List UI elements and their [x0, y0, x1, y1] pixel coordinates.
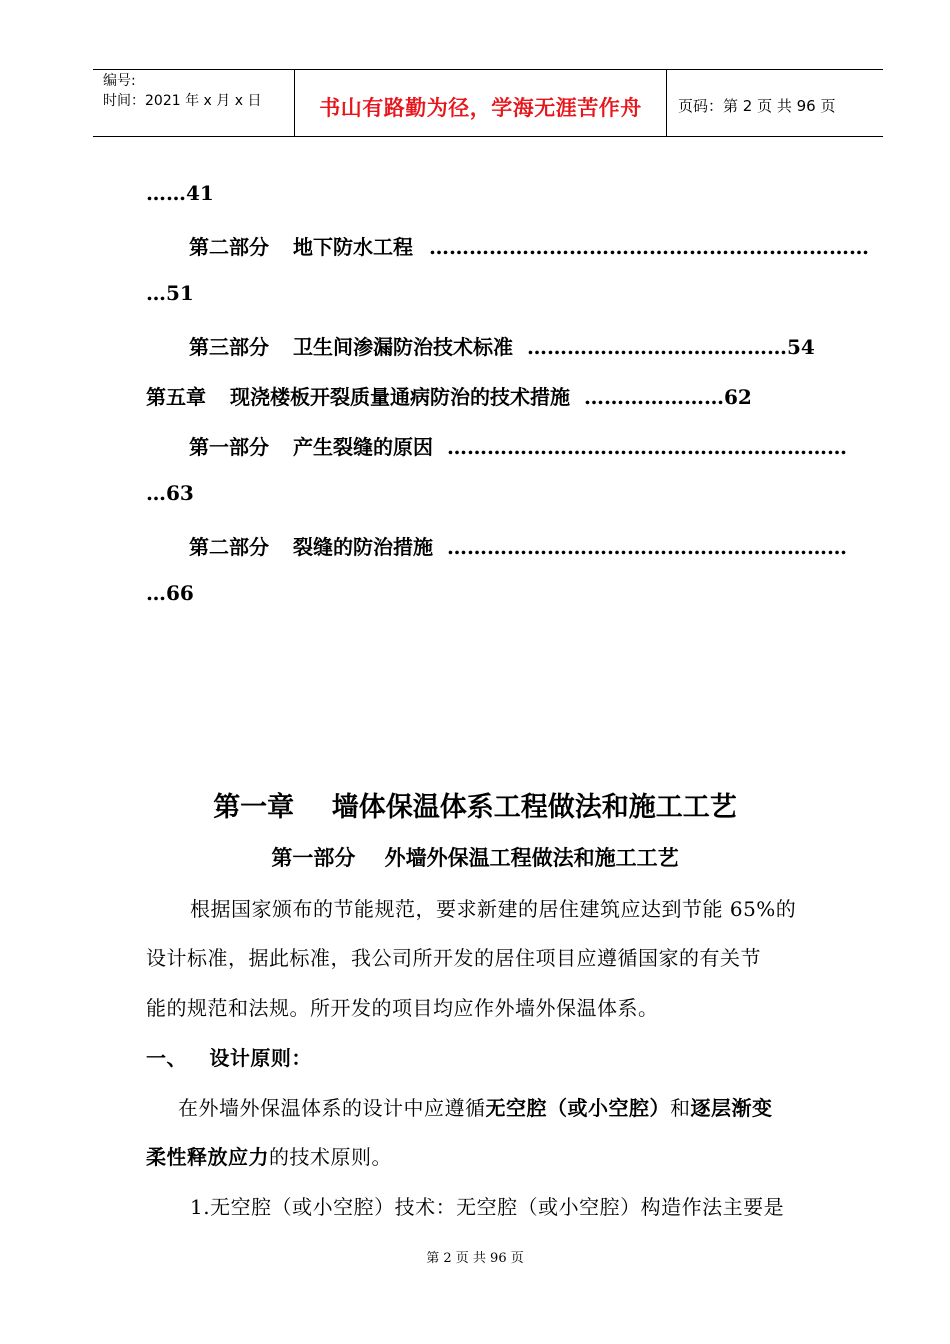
motto: 书山有路勤为径，学海无涯苦作舟: [319, 96, 642, 120]
toc-entry: [189, 231, 869, 260]
toc-entry-dots: …………………62: [584, 385, 752, 409]
toc-entry: [189, 331, 815, 360]
toc-continuation: ……41: [146, 181, 214, 205]
toc-entry-title: 第三部分: [189, 335, 269, 359]
chapter-title: 第一章 墙体保温体系工程做法和施工工艺: [213, 792, 737, 823]
toc-entry: [189, 531, 847, 560]
text-run: 在外墙外保温体系的设计中应遵循: [178, 1096, 486, 1120]
toc-entry-dots: …………………………………54: [527, 335, 815, 359]
page-number-label: 页码：第 2 页 共 96 页: [678, 97, 836, 115]
text-run: 和: [670, 1096, 691, 1120]
toc-entry-dots: ……………………………………………………: [447, 535, 847, 559]
toc-continuation: …63: [146, 481, 194, 505]
header-page-cell: [668, 70, 883, 136]
toc-entry-title: 第二部分: [189, 235, 269, 259]
toc-entry-name: 现浇楼板开裂质量通病防治的技术措施: [230, 385, 570, 409]
page-footer: 第 2 页 共 96 页: [426, 1251, 524, 1266]
paragraph-line: [146, 1141, 392, 1170]
toc-entry: [146, 381, 752, 410]
toc-continuation: …66: [146, 581, 194, 605]
toc-entry-title: 第一部分: [189, 435, 269, 459]
toc-entry: [189, 431, 847, 460]
toc-entry-title: 第二部分: [189, 535, 269, 559]
part-title: 第一部分 外墙外保温工程做法和施工工艺: [271, 845, 679, 870]
time-label: 时间：2021 年 x 月 x 日: [103, 93, 262, 109]
paragraph-line: 根据国家颁布的节能规范，要求新建的居住建筑应达到节能 65%的: [190, 897, 797, 921]
toc-entry-name: 裂缝的防治措施: [293, 535, 433, 559]
emphasis-text: 逐层渐变: [690, 1096, 773, 1120]
toc-continuation: …51: [146, 281, 194, 305]
toc-entry-name: 地下防水工程: [293, 235, 413, 259]
toc-entry-name: 产生裂缝的原因: [293, 435, 433, 459]
paragraph-line: 设计标准，据此标准，我公司所开发的居住项目应遵循国家的有关节: [146, 946, 761, 970]
page-header: [93, 69, 883, 137]
paragraph-line: 能的规范和法规。所开发的项目均应作外墙外保温体系。: [146, 996, 659, 1020]
emphasis-text: 无空腔（或小空腔）: [485, 1096, 670, 1120]
header-motto-cell: [295, 70, 667, 136]
toc-entry-dots: …………………………………………………………: [429, 235, 869, 259]
text-run: 的技术原则。: [269, 1145, 392, 1169]
emphasis-text: 柔性释放应力: [146, 1145, 269, 1169]
paragraph-line: 1.无空腔（或小空腔）技术：无空腔（或小空腔）构造作法主要是: [190, 1195, 785, 1219]
paragraph-line: [178, 1092, 773, 1121]
toc-entry-name: 卫生间渗漏防治技术标准: [293, 335, 513, 359]
toc-entry-title: 第五章: [146, 385, 206, 409]
section-heading: 一、 设计原则：: [146, 1046, 312, 1070]
number-label: 编号:: [103, 73, 136, 89]
toc-entry-dots: ……………………………………………………: [447, 435, 847, 459]
header-meta-cell: [93, 70, 295, 136]
